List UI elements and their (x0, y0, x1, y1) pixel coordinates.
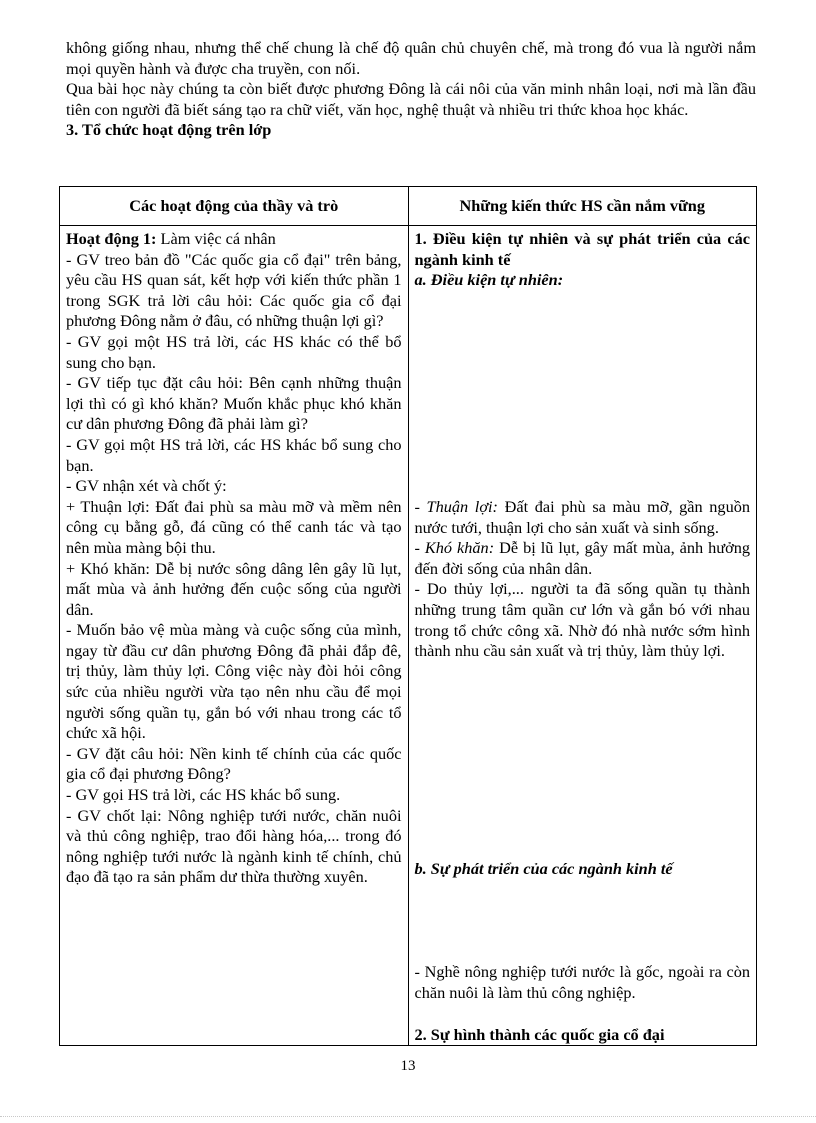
activities-column (60, 226, 409, 1046)
advantage-text: Đất đai phù sa màu mỡ, gần nguồn nước tưới, thuận lợi cho sản xuất và sinh sống. (414, 497, 750, 537)
activity-mode: Làm việc cá nhân (156, 229, 276, 248)
activity-step: - GV nhận xét và chốt ý: (66, 476, 227, 496)
header-required-knowledge: Những kiến thức HS cần nắm vững (408, 187, 757, 226)
header-teacher-student-activities: Các hoạt động của thầy và trò (60, 187, 409, 226)
activity-step: - GV gọi HS trả lời, các HS khác bổ sung. (66, 785, 341, 805)
activity-step: - GV tiếp tục đặt câu hỏi: Bên cạnh những thuận lợi thì có gì khó khăn? Muốn khắc phục khó khăn cư dân phương Đông đã phải làm gì? (66, 373, 402, 434)
advantage-point (415, 497, 751, 538)
difficulty-text: Dễ bị lũ lụt, gây mất mùa, ảnh hưởng đến đời sống của nhân dân. (414, 538, 750, 578)
section-1a-title: a. Điều kiện tự nhiên: (414, 270, 564, 290)
activity-step: - GV gọi một HS trả lời, các HS khác bổ sung cho bạn. (66, 434, 402, 475)
section-2-title: 2. Sự hình thành các quốc gia cổ đại (414, 1025, 665, 1044)
activity-step: - GV gọi một HS trả lời, các HS khác có thể bổ sung cho bạn. (66, 331, 402, 372)
page-number: 13 (400, 1058, 416, 1074)
advantage-label: - Thuận lợi: (414, 497, 498, 516)
activity-step: - GV treo bản đồ "Các quốc gia cổ đại" trên bảng, yêu cầu HS quan sát, kết hợp với kiến thức phần 1 trong SGK trả lời câu hỏi: Các quốc gia cổ đại phương Đông nằm ở đâu, có những thuận lợi gì? (66, 249, 402, 331)
activity-step: - Muốn bảo vệ mùa màng và cuộc sống của mình, ngay từ đầu cư dân phương Đông đã phải đắp đê, trị thủy, làm thủy lợi. Công việc này đòi hỏi công sức của nhiều người vừa tạo nên nhu cầu để mọi người sống quần tụ, gắn bó với nhau trong các tổ chức xã hội. (66, 620, 402, 743)
activity-step: + Khó khăn: Dễ bị nước sông dâng lên gây lũ lụt, mất mùa và ảnh hưởng đến cuộc sống của người dân. (66, 558, 402, 619)
difficulty-point (415, 538, 751, 579)
economy-point: - Nghề nông nghiệp tưới nước là gốc, ngoài ra còn chăn nuôi là làm thủ công nghiệp. (414, 962, 750, 1002)
section-heading: 3. Tổ chức hoạt động trên lớp (66, 120, 272, 140)
irrigation-point: - Do thủy lợi,... người ta đã sống quần tụ thành những trung tâm quần cư lớn và gắn bó với nhau trong tổ chức công xã. Nhờ đó nhà nước sớm hình thành nhu cầu sản xuất và trị thủy, làm thủy lợi. (414, 579, 750, 661)
intro-text (66, 38, 756, 141)
intro-paragraph-1: không giống nhau, nhưng thể chế chung là chế độ quân chủ chuyên chế, mà trong đó vua là người nắm mọi quyền hành và được cha truyền, con nối. (66, 38, 756, 78)
lesson-table (59, 186, 757, 1046)
activity-step: - GV đặt câu hỏi: Nền kinh tế chính của các quốc gia cổ đại phương Đông? (66, 743, 402, 784)
knowledge-content (415, 229, 751, 1045)
page-edge-divider (0, 1116, 816, 1117)
activity-step: - GV chốt lại: Nông nghiệp tưới nước, chăn nuôi và thủ công nghiệp, trao đổi hàng hóa,... trong đó nông nghiệp tưới nước là ngành kinh tế chính, chủ đạo đã tạo ra sản phẩm dư thừa thường xuyên. (66, 805, 402, 887)
intro-paragraph-2: Qua bài học này chúng ta còn biết được phương Đông là cái nôi của văn minh nhân loại, nơi mà lần đầu tiên con người đã biết sáng tạo ra chữ viết, văn học, nghệ thuật và nhiều tri thức khoa học khác. (66, 79, 756, 119)
activity-label: Hoạt động 1: (66, 229, 157, 248)
activity-heading (66, 229, 402, 250)
difficulty-label: - Khó khăn: (414, 538, 495, 558)
section-1-title: 1. Điều kiện tự nhiên và sự phát triển của các ngành kinh tế (414, 229, 750, 269)
section-1b-title: b. Sự phát triển của các ngành kinh tế (414, 859, 673, 878)
knowledge-column (408, 226, 757, 1046)
activity-step: + Thuận lợi: Đất đai phù sa màu mỡ và mềm nên công cụ bằng gỗ, đá cũng có thể canh tác và tạo nên mùa màng bội thu. (66, 496, 402, 557)
